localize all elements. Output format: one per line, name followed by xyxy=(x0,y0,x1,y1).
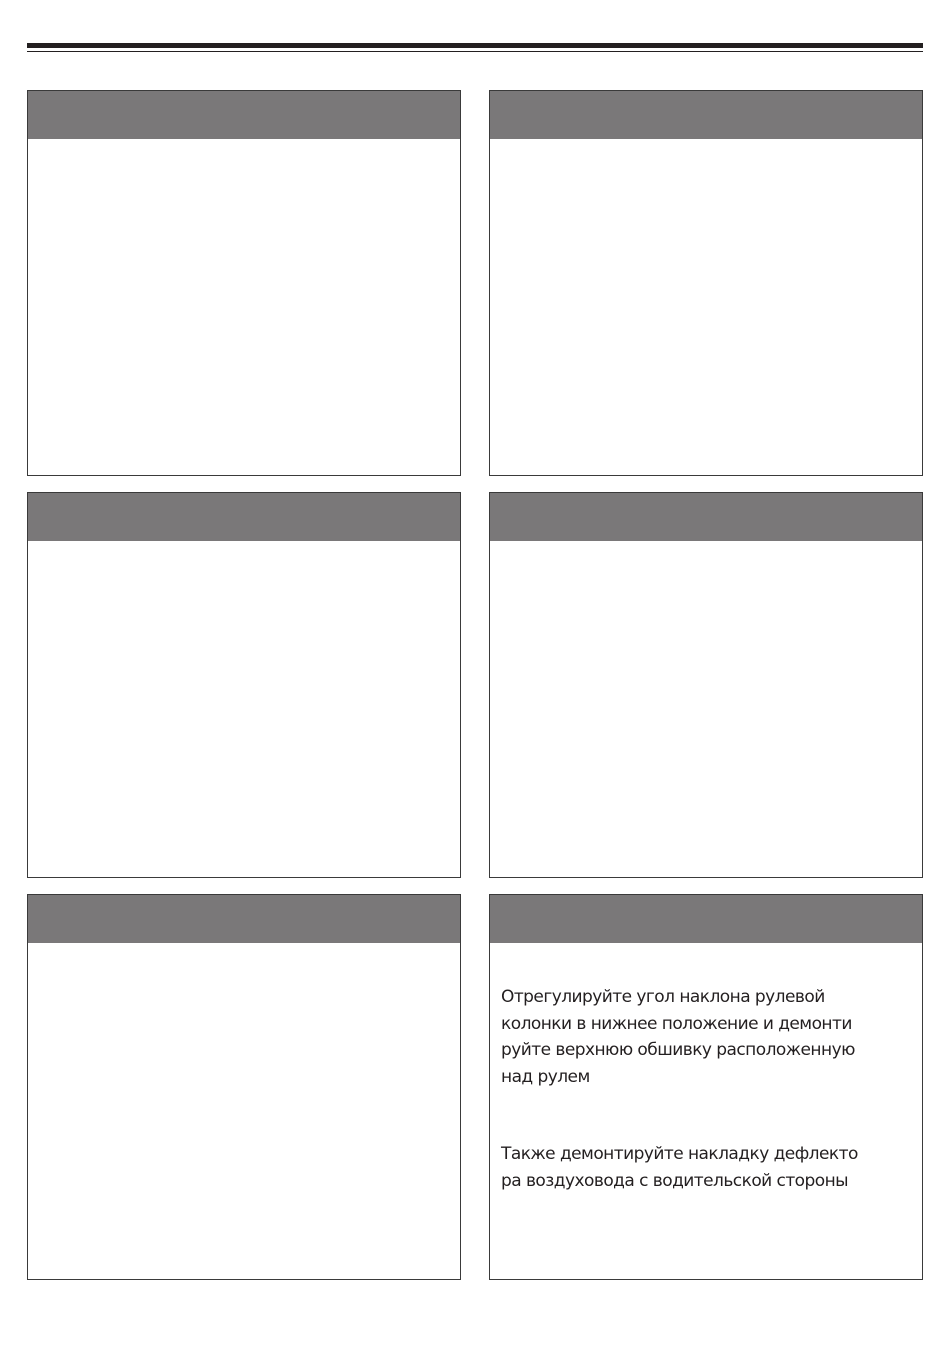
step-panel-header xyxy=(490,493,922,541)
step-panel-5 xyxy=(27,894,461,1280)
step-panel-body xyxy=(490,943,922,1279)
step-panel-1 xyxy=(27,90,461,476)
step-panel-body xyxy=(490,541,922,877)
step-panel-4 xyxy=(489,492,923,878)
step-panel-6 xyxy=(489,894,923,1280)
step-panel-header xyxy=(490,895,922,943)
step-panel-header xyxy=(490,91,922,139)
header-rule-thick xyxy=(27,43,923,48)
instruction-remove-deflector-trim: Также демонтируйте накладку дефлекто ра воздуховода с водительской стороны xyxy=(501,1144,858,1191)
step-panel-2 xyxy=(489,90,923,476)
step-panel-header xyxy=(28,91,460,139)
step-panel-body xyxy=(28,541,460,877)
step-panel-header xyxy=(28,493,460,541)
step-panel-3 xyxy=(27,492,461,878)
instruction-adjust-steering-column: Отрегулируйте угол наклона рулевой колонки в нижнее положение и демонти руйте верхнюю обшивку расположенную над рулем xyxy=(501,987,855,1087)
step-panel-body xyxy=(28,139,460,475)
step-panel-body xyxy=(490,139,922,475)
step-panel-header xyxy=(28,895,460,943)
step-panel-body xyxy=(28,943,460,1279)
header-rule-thin xyxy=(27,51,923,52)
